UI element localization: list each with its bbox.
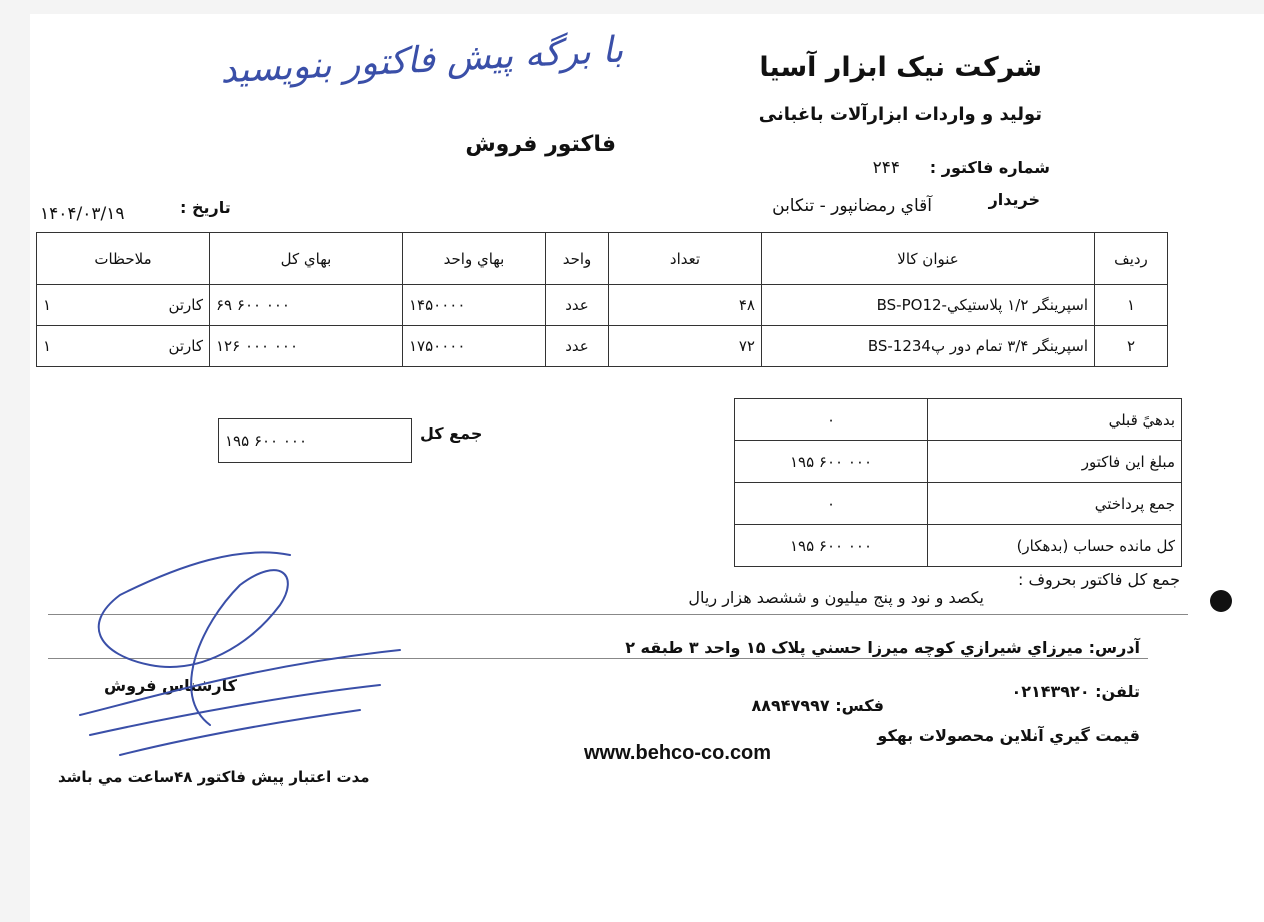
summary-label: کل مانده حساب (بدهکار)	[928, 525, 1182, 567]
row-total-price: ۶۹ ۶۰۰ ۰۰۰	[210, 285, 403, 326]
date-label: تاریخ :	[180, 198, 231, 217]
row-notes	[37, 326, 210, 367]
notes-text: کارتن	[168, 337, 203, 355]
sum-label: جمع کل	[420, 424, 483, 443]
header-row-no: ردیف	[1095, 233, 1168, 285]
notes-count: ۱	[43, 296, 52, 314]
header-total-price: بهاي کل	[210, 233, 403, 285]
sum-value: ۱۹۵ ۶۰۰ ۰۰۰	[219, 419, 412, 463]
row-quantity: ۴۸	[609, 285, 762, 326]
invoice-number-value: ۲۴۴	[872, 158, 900, 178]
date-value: ۱۴۰۴/۰۳/۱۹	[40, 204, 125, 224]
validity-note: مدت اعتبار پیش فاکتور ۴۸ساعت مي باشد	[58, 768, 370, 786]
fax: فکس: ۸۸۹۴۷۹۹۷	[751, 696, 884, 715]
punch-hole-mark	[1210, 590, 1232, 612]
online-pricing: قیمت گیري آنلاین محصولات بهکو	[877, 726, 1140, 745]
table-row	[37, 326, 1168, 367]
row-number: ۲	[1095, 326, 1168, 367]
sales-expert-label: کارشناس فروش	[104, 676, 237, 695]
buyer-value: آقاي رمضانپور - تنکابن	[772, 196, 932, 216]
handwritten-note: با برگه پیش فاکتور بنویسید	[219, 29, 625, 92]
summary-label: مبلغ این فاکتور	[928, 441, 1182, 483]
header-unit: واحد	[546, 233, 609, 285]
summary-table	[734, 398, 1182, 567]
company-name: شرکت نیک ابزار آسیا	[759, 52, 1042, 83]
scan-edge	[0, 0, 30, 922]
invoice-number-label: شماره فاکتور :	[929, 158, 1050, 177]
row-notes	[37, 285, 210, 326]
amount-in-words-label: جمع کل فاکتور بحروف :	[1017, 570, 1180, 589]
summary-row	[735, 399, 1182, 441]
summary-value: ۱۹۵ ۶۰۰ ۰۰۰	[735, 525, 928, 567]
signature-image	[60, 545, 410, 775]
summary-row	[735, 441, 1182, 483]
notes-text: کارتن	[168, 296, 203, 314]
row-quantity: ۷۲	[609, 326, 762, 367]
notes-count: ۱	[43, 337, 52, 355]
summary-value: ۰	[735, 483, 928, 525]
summary-row	[735, 483, 1182, 525]
header-notes: ملاحظات	[37, 233, 210, 285]
document-title: فاکتور فروش	[465, 132, 616, 157]
row-number: ۱	[1095, 285, 1168, 326]
row-unit: عدد	[546, 285, 609, 326]
company-tagline: تولید و واردات ابزارآلات باغبانی	[758, 104, 1042, 125]
summary-value: ۰	[735, 399, 928, 441]
row-item-title: اسپرینگر ۱/۲ پلاستیکي-BS-PO12	[762, 285, 1095, 326]
header-quantity: تعداد	[609, 233, 762, 285]
items-table	[36, 232, 1168, 367]
table-row	[37, 285, 1168, 326]
scan-edge-top	[30, 0, 1264, 14]
header-item-title: عنوان کالا	[762, 233, 1095, 285]
amount-in-words-value: یکصد و نود و پنج میلیون و ششصد هزار ریال	[688, 588, 984, 607]
address: آدرس: میرزاي شیرازي کوچه میرزا حسني پلاک ۱۵ واحد ۳ طبقه ۲	[625, 638, 1140, 657]
row-unit-price: ۱۴۵۰۰۰۰	[403, 285, 546, 326]
row-item-title: اسپرینگر ۳/۴ تمام دور پBS-1234	[762, 326, 1095, 367]
row-unit-price: ۱۷۵۰۰۰۰	[403, 326, 546, 367]
sum-table	[218, 418, 412, 463]
row-total-price: ۱۲۶ ۰۰۰ ۰۰۰	[210, 326, 403, 367]
buyer-label: خریدار	[988, 190, 1040, 209]
summary-row	[735, 525, 1182, 567]
phone: تلفن: ۰۲۱۴۳۹۲۰	[1011, 682, 1140, 701]
row-unit: عدد	[546, 326, 609, 367]
header-unit-price: بهاي واحد	[403, 233, 546, 285]
summary-label: جمع پرداختي	[928, 483, 1182, 525]
website-link[interactable]: www.behco-co.com	[584, 742, 772, 764]
summary-label: بدهيً قبلي	[928, 399, 1182, 441]
summary-value: ۱۹۵ ۶۰۰ ۰۰۰	[735, 441, 928, 483]
